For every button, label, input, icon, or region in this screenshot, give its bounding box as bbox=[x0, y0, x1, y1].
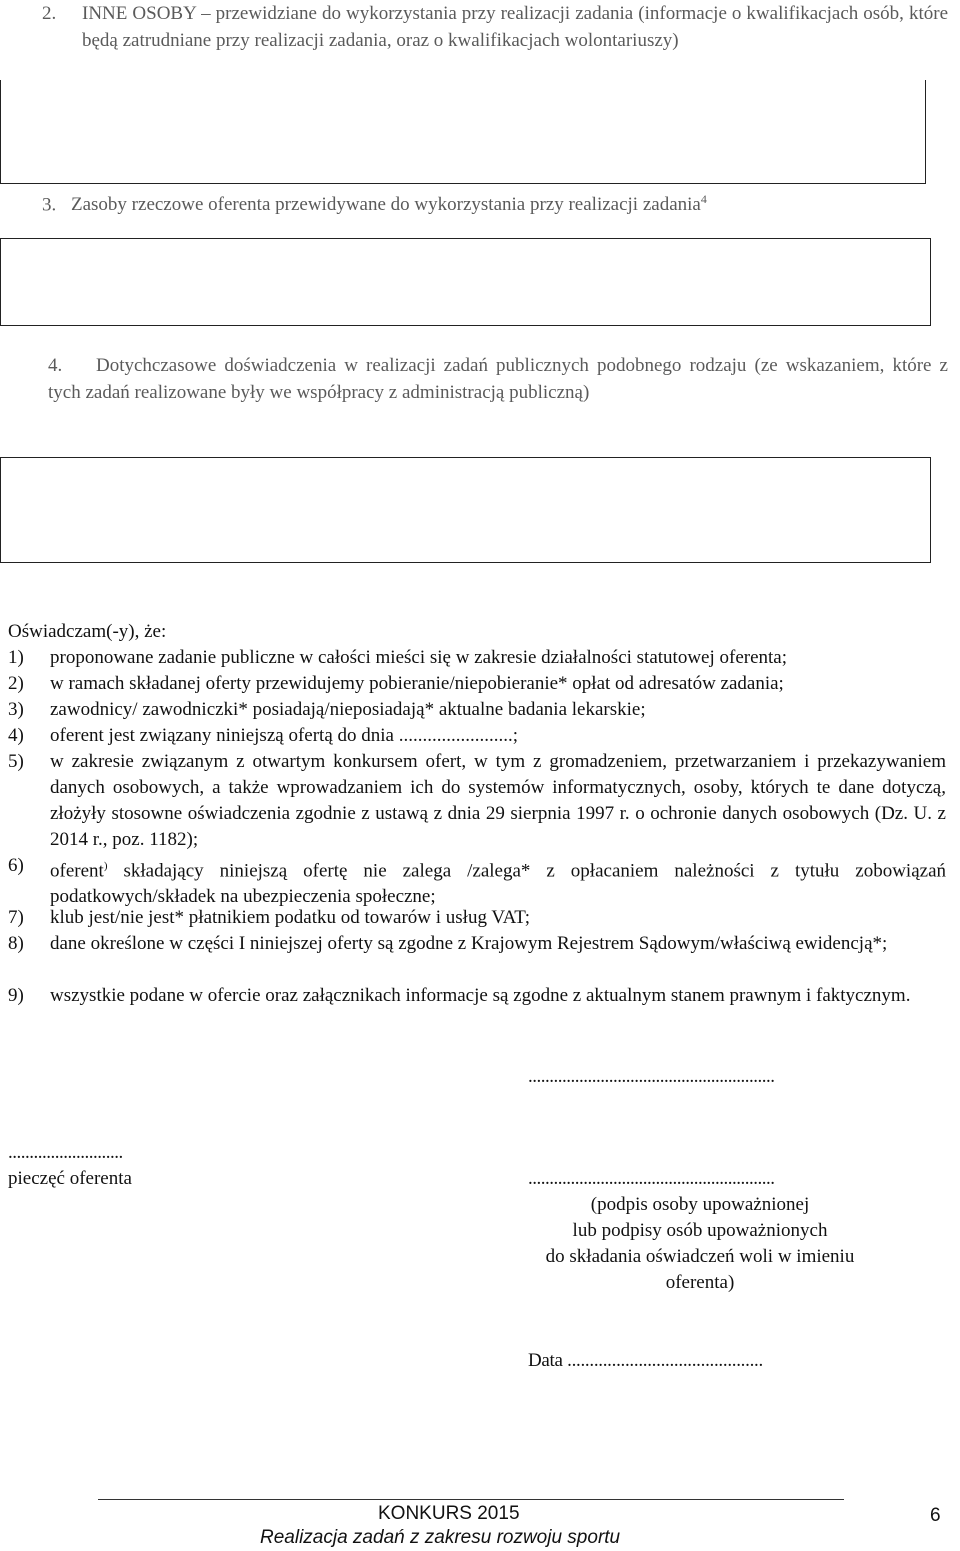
item-number: 9) bbox=[8, 985, 24, 1006]
item-number: 5) bbox=[8, 751, 24, 772]
signature-line-4: oferenta) bbox=[665, 1272, 735, 1293]
item-number: 6) bbox=[8, 855, 24, 876]
signature-dots: .......................................................... bbox=[528, 1168, 775, 1189]
section-3-text: Zasoby rzeczowe oferenta przewidywane do wykorzystania przy realizacji zadania bbox=[71, 194, 701, 216]
footer-rule bbox=[98, 1499, 844, 1500]
section-4 bbox=[48, 352, 948, 406]
declaration-item-9 bbox=[8, 983, 946, 1009]
page-number: 6 bbox=[930, 1505, 941, 1526]
declaration-item-6 bbox=[8, 853, 946, 910]
item-number: 8) bbox=[8, 933, 24, 954]
declaration-item-3 bbox=[8, 697, 946, 723]
section-3 bbox=[42, 186, 942, 218]
footnote-paren: ) bbox=[103, 860, 108, 872]
declaration-heading: Oświadczam(-y), że: bbox=[8, 621, 167, 642]
declaration-item-1 bbox=[8, 645, 946, 671]
item-number: 4) bbox=[8, 725, 24, 746]
signature-line-2: lub podpisy osób upoważnionych bbox=[572, 1220, 828, 1241]
section-4-number: 4. bbox=[48, 355, 63, 376]
signature-caption bbox=[515, 1192, 885, 1296]
date-field: Data ............................................ bbox=[528, 1350, 763, 1371]
declaration-item-2 bbox=[8, 671, 946, 697]
item-text: proponowane zadanie publiczne w całości mieści się w zakresie działalności statutowej oferenta; bbox=[50, 647, 788, 668]
footer-line-1: KONKURS 2015 bbox=[378, 1503, 520, 1524]
item-number: 7) bbox=[8, 907, 24, 928]
item-text: w ramach składanej oferty przewidujemy pobieranie/niepobieranie* opłat od adresatów zadania; bbox=[50, 673, 784, 694]
item-text: zawodnicy/ zawodniczki* posiadają/nieposiadają* aktualne badania lekarskie; bbox=[50, 699, 646, 720]
item-text: w zakresie związanym z otwartym konkursem ofert, w tym z gromadzeniem, przetwarzaniem i przekazywaniem danych osobowych, a także wprowadzaniem ich do systemów informatycznych, osoby, których te dane dotyczą, złożyły stosowne oświadczenia zgodnie z ustawą z dnia 29 sierpnia 1997 r. o ochronie danych osobowych (Dz. U. z 2014 r., poz. 1182); bbox=[50, 751, 946, 850]
item-text bbox=[50, 853, 946, 910]
signature-dots-top: .......................................................... bbox=[528, 1066, 775, 1087]
section-4-text: Dotychczasowe doświadczenia w realizacji zadań publicznych podobnego rodzaju (ze wskazaniem, które z tych zadań realizowane były we współpracy z administracją publiczną) bbox=[48, 355, 948, 403]
item-text-b: składający niniejszą ofertę nie zalega /zalega* z opłacaniem należności z tytułu zobowiązań podatkowych/składek na ubezpieczenia społeczne; bbox=[50, 860, 946, 908]
item-text: dane określone w części I niniejszej oferty są zgodne z Krajowym Rejestrem Sądowym/właściwą ewidencją*; bbox=[50, 933, 888, 954]
item-text: oferent jest związany niniejszą ofertą do dnia ........................; bbox=[50, 725, 518, 746]
footer-line-2: Realizacja zadań z zakresu rozwoju sportu bbox=[260, 1527, 621, 1548]
section-4-answer-box[interactable] bbox=[0, 457, 931, 563]
item-number: 1) bbox=[8, 647, 24, 668]
stamp-label: pieczęć oferenta bbox=[8, 1168, 132, 1189]
declaration-item-8 bbox=[8, 931, 946, 957]
item-text: klub jest/nie jest* płatnikiem podatku od towarów i usług VAT; bbox=[50, 907, 531, 928]
section-3-number: 3. bbox=[42, 194, 57, 216]
stamp-dots: ........................... bbox=[8, 1142, 123, 1163]
section-3-answer-box[interactable] bbox=[0, 238, 931, 326]
declaration-item-4 bbox=[8, 723, 946, 749]
section-2-number: 2. bbox=[42, 3, 57, 24]
item-number: 2) bbox=[8, 673, 24, 694]
item-number: 3) bbox=[8, 699, 24, 720]
item-text: wszystkie podane w ofercie oraz załącznikach informacje są zgodne z aktualnym stanem prawnym i faktycznym. bbox=[50, 985, 911, 1006]
declaration-item-5 bbox=[8, 749, 946, 853]
footnote-mark: 4 bbox=[700, 192, 707, 206]
item-text-a: oferent bbox=[50, 860, 104, 882]
declaration-item-7 bbox=[8, 905, 946, 931]
signature-line-3: do składania oświadczeń woli w imieniu bbox=[545, 1246, 855, 1267]
section-2-text: INNE OSOBY – przewidziane do wykorzystania przy realizacji zadania (informacje o kwalifikacjach osób, które będą zatrudniane przy realizacji zadania, oraz o kwalifikacjach wolontariuszy) bbox=[82, 3, 948, 51]
signature-line-1: (podpis osoby upoważnionej bbox=[590, 1194, 810, 1215]
section-2-answer-box[interactable] bbox=[0, 80, 926, 184]
section-2 bbox=[8, 0, 948, 54]
